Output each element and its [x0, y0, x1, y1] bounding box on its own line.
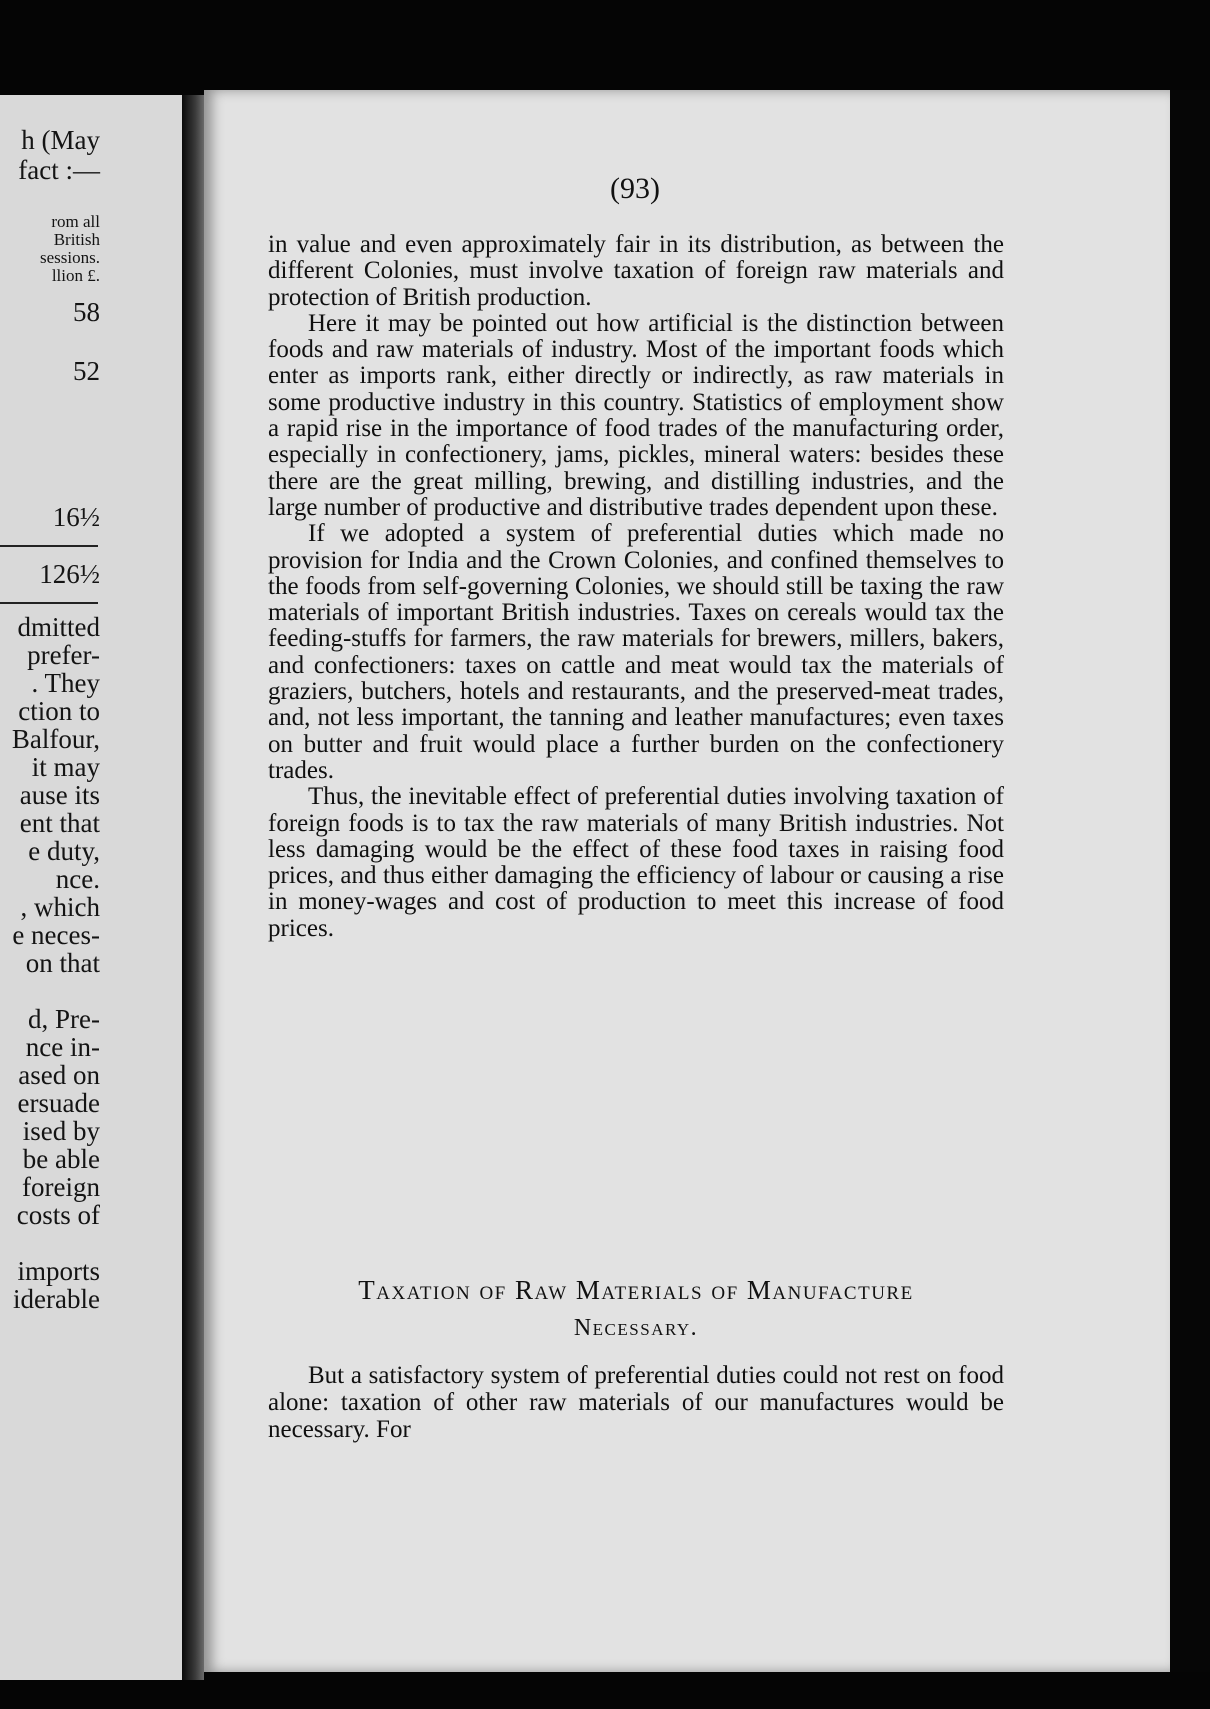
paragraph: If we adopted a system of preferential duties which made no provision for India and the Crown Colonies, and confined themselves to the foods from self-governing Colonies, we should still be taxing the raw materials of important British industries. Taxes on cereals would tax the feeding-stuffs for farmers, the raw materials for brewers, millers, bakers, and confectioners: taxes on cattle and meat would tax the materials of graziers, butchers, hotels and restaurants, and the preserved-meat trades, and, not less important, the tanning and leather manufactures; even taxes on butter and fruit would place a further burden on the confectionery trades. — [268, 520, 1004, 784]
paragraph: in value and even approximately fair in its distribution, as between the different Colonies, must involve taxation of foreign raw materials and protection of British production. — [268, 231, 1004, 311]
left-page-fragment: iderable — [13, 1284, 100, 1314]
left-page-fragment: nce. — [55, 864, 100, 894]
left-page-fragment: fact :— — [18, 155, 100, 185]
left-page-fragment: 58 — [73, 297, 100, 327]
left-page-fragment: ised by — [22, 1116, 100, 1146]
previous-page — [0, 95, 182, 1680]
left-page-fragment: llion £. — [51, 266, 100, 285]
left-page-fragment: Balfour, — [11, 724, 100, 754]
left-page-fragment: dmitted — [17, 612, 100, 642]
left-page-fragment: British — [53, 230, 100, 249]
left-page-fragment: ent that — [19, 808, 100, 838]
left-page-fragment: ersuade — [17, 1088, 100, 1118]
left-page-fragment: , which — [20, 892, 100, 922]
left-page-fragment: h (May — [21, 125, 100, 155]
left-page-fragment: be able — [22, 1144, 100, 1174]
left-page-fragment: e duty, — [28, 836, 100, 866]
page-edge-shadow — [1170, 90, 1210, 1672]
left-page-fragment: prefer- — [27, 640, 100, 670]
section-heading-line-2: Necessary. — [573, 1315, 699, 1341]
left-page-fragment: on that — [25, 948, 100, 978]
left-page-fragment: 52 — [73, 356, 100, 386]
left-page-fragment: costs of — [16, 1200, 100, 1230]
left-page-fragment: it may — [31, 752, 100, 782]
left-page-fragment: e neces- — [12, 920, 100, 950]
section-heading-line-1: Taxation of Raw Materials of Manufacture — [358, 1275, 914, 1305]
left-page-fragment: 126½ — [39, 559, 100, 589]
left-page-fragment: nce in- — [25, 1032, 100, 1062]
final-paragraph-block — [268, 1362, 1004, 1443]
left-page-fragment: ased on — [18, 1060, 100, 1090]
left-page-fragment: imports — [17, 1256, 100, 1286]
book-spine — [182, 95, 204, 1680]
left-page-fragment: ction to — [18, 696, 100, 726]
left-page-fragment: d, Pre- — [28, 1004, 100, 1034]
left-page-fragment: ause its — [19, 780, 100, 810]
left-page-fragment: rom all — [51, 212, 100, 231]
paragraph: Thus, the inevitable effect of preferential duties involving taxation of foreign foods is to tax the raw materials of many British industries. Not less damaging would be the effect of these food taxes in raising food prices, and thus either damaging the efficiency of labour or causing a rise in money-wages and cost of production to meet this increase of food prices. — [268, 783, 1004, 942]
page-number: (93) — [610, 172, 660, 205]
final-paragraph: But a satisfactory system of preferential duties could not rest on food alone: taxation of other raw materials of our manufactures would be necessary. For — [268, 1362, 1004, 1443]
left-page-fragment: foreign — [22, 1172, 100, 1202]
left-page-fragment: sessions. — [40, 248, 100, 267]
left-page-fragment: 16½ — [52, 502, 100, 532]
body-text — [268, 232, 1004, 942]
left-page-fragment: . They — [31, 668, 100, 698]
table-rule — [0, 602, 98, 604]
paragraph: Here it may be pointed out how artificial is the distinction between foods and raw materials of industry. Most of the important foods which enter as imports rank, either directly or indirectly, as raw materials in some productive industry in this country. Statistics of employment show a rapid rise in the importance of food trades of the manufacturing order, especially in confectionery, jams, pickles, mineral waters: besides these there are the great milling, brewing, and distilling industries, and the large number of productive and distributive trades dependent upon these. — [268, 309, 1004, 521]
table-rule — [0, 545, 98, 547]
